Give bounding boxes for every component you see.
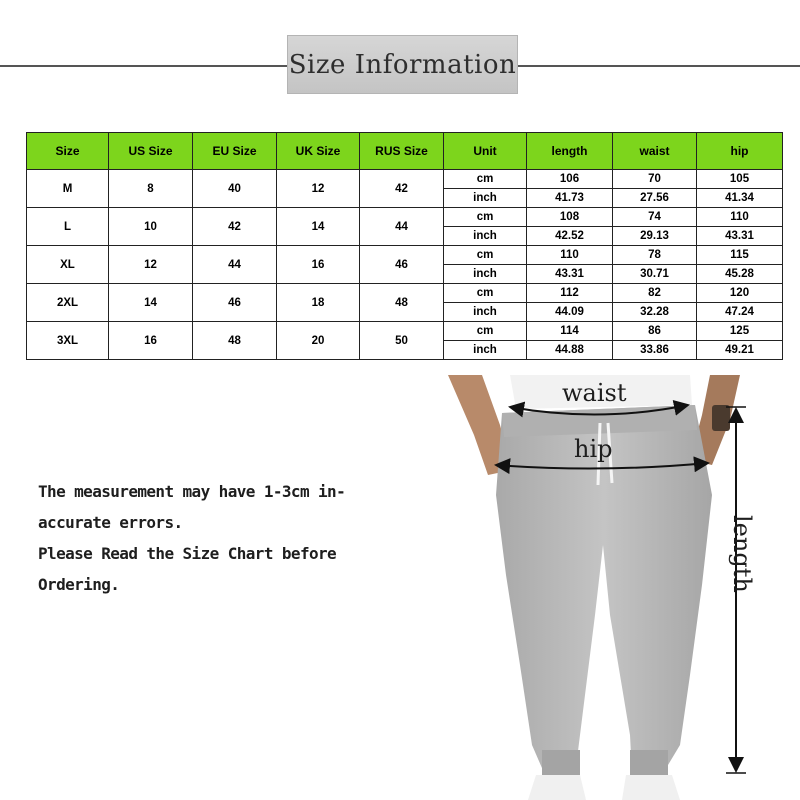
table-row bbox=[27, 246, 783, 265]
unit-cell: inch bbox=[444, 341, 527, 360]
eu-size-cell: 46 bbox=[193, 284, 277, 322]
size-cell: 3XL bbox=[27, 322, 109, 360]
hip-cell: 43.31 bbox=[697, 227, 783, 246]
pants-measurement-diagram bbox=[440, 375, 770, 800]
note-line-2: accurate errors. bbox=[38, 513, 183, 532]
col-header-waist: waist bbox=[613, 133, 697, 170]
unit-cell: inch bbox=[444, 265, 527, 284]
size-chart-table bbox=[26, 132, 783, 360]
unit-cell: cm bbox=[444, 322, 527, 341]
table-row bbox=[27, 284, 783, 303]
waist-cell: 78 bbox=[613, 246, 697, 265]
unit-cell: inch bbox=[444, 303, 527, 322]
us-size-cell: 8 bbox=[109, 170, 193, 208]
length-cell: 44.09 bbox=[527, 303, 613, 322]
waist-cell: 27.56 bbox=[613, 189, 697, 208]
waist-cell: 70 bbox=[613, 170, 697, 189]
eu-size-cell: 42 bbox=[193, 208, 277, 246]
table-row bbox=[27, 170, 783, 189]
us-size-cell: 10 bbox=[109, 208, 193, 246]
length-cell: 43.31 bbox=[527, 265, 613, 284]
unit-cell: cm bbox=[444, 284, 527, 303]
table-header-row bbox=[27, 133, 783, 170]
size-cell: M bbox=[27, 170, 109, 208]
uk-size-cell: 20 bbox=[277, 322, 360, 360]
white-shoes bbox=[528, 775, 680, 800]
waist-label: waist bbox=[562, 379, 627, 407]
hip-cell: 110 bbox=[697, 208, 783, 227]
uk-size-cell: 12 bbox=[277, 170, 360, 208]
waist-cell: 30.71 bbox=[613, 265, 697, 284]
uk-size-cell: 14 bbox=[277, 208, 360, 246]
waist-cell: 86 bbox=[613, 322, 697, 341]
hip-cell: 47.24 bbox=[697, 303, 783, 322]
waist-cell: 82 bbox=[613, 284, 697, 303]
col-header-us-size: US Size bbox=[109, 133, 193, 170]
rus-size-cell: 50 bbox=[360, 322, 444, 360]
length-cell: 108 bbox=[527, 208, 613, 227]
header-rule-left bbox=[0, 65, 287, 67]
unit-cell: inch bbox=[444, 227, 527, 246]
uk-size-cell: 18 bbox=[277, 284, 360, 322]
us-size-cell: 14 bbox=[109, 284, 193, 322]
page-title: Size Information bbox=[287, 35, 518, 94]
col-header-unit: Unit bbox=[444, 133, 527, 170]
unit-cell: cm bbox=[444, 246, 527, 265]
us-size-cell: 12 bbox=[109, 246, 193, 284]
unit-cell: cm bbox=[444, 208, 527, 227]
note-line-3: Please Read the Size Chart before bbox=[38, 544, 337, 563]
header-rule-right bbox=[518, 65, 800, 67]
size-cell: 2XL bbox=[27, 284, 109, 322]
rus-size-cell: 44 bbox=[360, 208, 444, 246]
length-cell: 41.73 bbox=[527, 189, 613, 208]
table-row bbox=[27, 322, 783, 341]
hip-cell: 120 bbox=[697, 284, 783, 303]
waist-cell: 33.86 bbox=[613, 341, 697, 360]
length-label: length bbox=[728, 515, 756, 593]
col-header-uk-size: UK Size bbox=[277, 133, 360, 170]
length-cell: 112 bbox=[527, 284, 613, 303]
rus-size-cell: 42 bbox=[360, 170, 444, 208]
col-header-length: length bbox=[527, 133, 613, 170]
unit-cell: cm bbox=[444, 170, 527, 189]
hip-cell: 45.28 bbox=[697, 265, 783, 284]
length-cell: 44.88 bbox=[527, 341, 613, 360]
rus-size-cell: 48 bbox=[360, 284, 444, 322]
hip-cell: 41.34 bbox=[697, 189, 783, 208]
unit-cell: inch bbox=[444, 189, 527, 208]
waist-cell: 32.28 bbox=[613, 303, 697, 322]
col-header-eu-size: EU Size bbox=[193, 133, 277, 170]
note-line-4: Ordering. bbox=[38, 575, 120, 594]
rus-size-cell: 46 bbox=[360, 246, 444, 284]
eu-size-cell: 44 bbox=[193, 246, 277, 284]
size-cell: L bbox=[27, 208, 109, 246]
hip-cell: 49.21 bbox=[697, 341, 783, 360]
eu-size-cell: 48 bbox=[193, 322, 277, 360]
uk-size-cell: 16 bbox=[277, 246, 360, 284]
length-cell: 114 bbox=[527, 322, 613, 341]
hip-cell: 115 bbox=[697, 246, 783, 265]
length-cell: 42.52 bbox=[527, 227, 613, 246]
size-cell: XL bbox=[27, 246, 109, 284]
hip-cell: 105 bbox=[697, 170, 783, 189]
col-header-hip: hip bbox=[697, 133, 783, 170]
length-cell: 110 bbox=[527, 246, 613, 265]
hip-cell: 125 bbox=[697, 322, 783, 341]
col-header-size: Size bbox=[27, 133, 109, 170]
us-size-cell: 16 bbox=[109, 322, 193, 360]
measurement-note bbox=[38, 476, 398, 600]
waist-cell: 29.13 bbox=[613, 227, 697, 246]
waist-cell: 74 bbox=[613, 208, 697, 227]
eu-size-cell: 40 bbox=[193, 170, 277, 208]
note-line-1: The measurement may have 1-3cm in- bbox=[38, 482, 346, 501]
hip-label: hip bbox=[574, 435, 613, 463]
watch-icon bbox=[712, 405, 730, 431]
col-header-rus-size: RUS Size bbox=[360, 133, 444, 170]
table-row bbox=[27, 208, 783, 227]
length-cell: 106 bbox=[527, 170, 613, 189]
